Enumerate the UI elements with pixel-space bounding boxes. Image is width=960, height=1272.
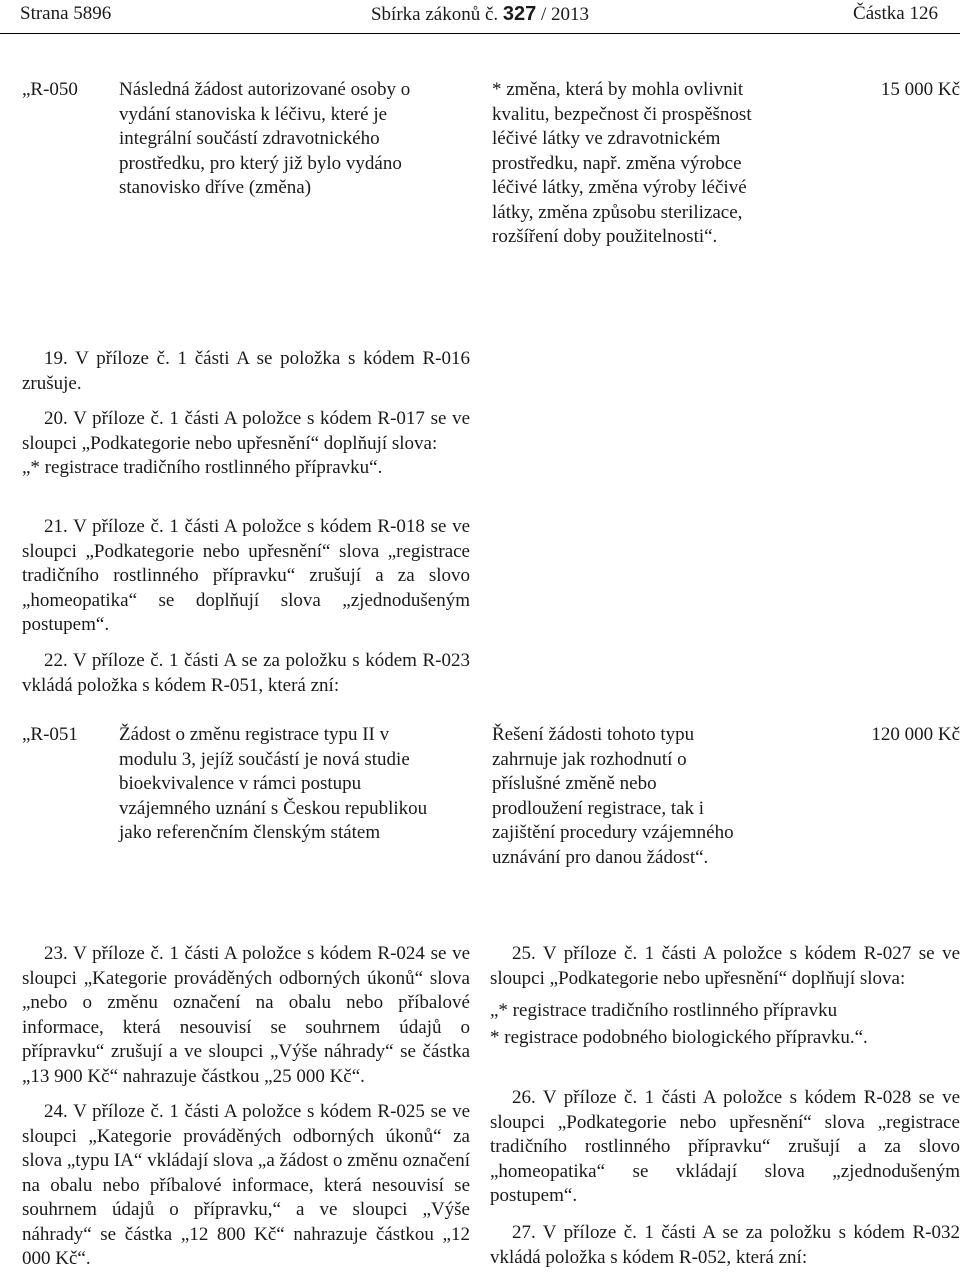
paragraph-25 <box>490 942 960 1050</box>
paragraph-25-quote-1: „* registrace tradičního rostlinného přípravku <box>490 1000 838 1021</box>
row-r051-code: „R-051 <box>22 724 78 745</box>
paragraph-20 <box>22 407 470 481</box>
row-r051-note: Řešení žádosti tohoto typu zahrnuje jak rozhodnutí o příslušné změně nebo prodloužení registrace, tak i zajištění procedury vzájemného uznávání pro danou žádost“. <box>492 724 734 868</box>
row-r050-code: „R-050 <box>22 79 78 100</box>
collection-prefix: Sbírka zákonů č. <box>370 4 499 25</box>
row-r050-name: Následná žádost autorizované osoby o vydání stanoviska k léčivu, které je integrální součástí zdravotnického prostředku, pro který již bylo vydáno stanovisko dříve (změna) <box>119 79 411 198</box>
issue-part: Částka 126 <box>853 3 938 24</box>
paragraph-19: 19. V příloze č. 1 části A se položka s kódem R-016 zrušuje. <box>22 348 470 394</box>
row-r050-note: * změna, která by mohla ovlivnit kvalitu, bezpečnost či prospěšnost léčivé látky ve zdravotnickém prostředku, např. změna výrobce léčivé látky, změna výroby léčivé látky, změna způsobu sterilizace, rozšíření doby použitelnosti“. <box>492 79 752 247</box>
paragraph-25-quote-2: * registrace podobného biologického přípravku.“. <box>490 1026 868 1048</box>
collection-year: / 2013 <box>541 4 590 25</box>
collection-title <box>0 3 960 26</box>
paragraph-24: 24. V příloze č. 1 části A položce s kódem R-025 se ve sloupci „Kategorie prováděných odborných úkonů“ za slova „typu IA“ vkládají slova „a žádost o změnu označení na obalu nebo příbalové informace, která nesouvisí se souhrnem údajů o přípravku,“ a ve sloupci „Výše náhrady“ se částka „12 800 Kč“ nahrazuje částkou „12 000 Kč“. <box>22 1101 470 1269</box>
page-header <box>0 0 960 34</box>
paragraph-25-text: 25. V příloze č. 1 části A položce s kódem R-027 se ve sloupci „Podkategorie nebo upřesnění“ doplňují slova: <box>490 943 960 989</box>
law-number: 327 <box>502 3 537 25</box>
row-r050-price: 15 000 Kč <box>880 79 960 100</box>
row-r051-name: Žádost o změnu registrace typu II v modulu 3, jejíž součástí je nová studie bioekvivalence v rámci postupu vzájemného uznání s Českou republikou jako referenčním členským státem <box>119 724 428 843</box>
paragraph-20-text: 20. V příloze č. 1 části A položce s kódem R-017 se ve sloupci „Podkategorie nebo upřesnění“ doplňují slova: <box>22 408 470 454</box>
paragraph-23: 23. V příloze č. 1 části A položce s kódem R-024 se ve sloupci „Kategorie prováděných odborných úkonů“ slova „nebo o změnu označení na obalu nebo příbalové informace, která nesouvisí se souhrnem údajů o přípravku“ zrušují a ve sloupci „Výše náhrady“ se částka „13 900 Kč“ nahrazuje částkou „25 000 Kč“. <box>22 943 470 1087</box>
paragraph-20-quote: „* registrace tradičního rostlinného přípravku“. <box>22 457 383 478</box>
paragraph-27: 27. V příloze č. 1 části A se za položku s kódem R-032 vkládá položka s kódem R-052, která zní: <box>490 1222 960 1268</box>
page-number: Strana 5896 <box>20 3 112 24</box>
paragraph-26: 26. V příloze č. 1 části A položce s kódem R-028 se ve sloupci „Podkategorie nebo upřesnění“ slova „registrace tradičního rostlinného přípravku“ zrušují a za slovo „homeopatika“ se vkládají slova „zjednodušeným postupem“. <box>490 1087 960 1206</box>
paragraph-22: 22. V příloze č. 1 části A se za položku s kódem R-023 vkládá položka s kódem R-051, která zní: <box>22 650 470 696</box>
header-divider <box>0 33 960 34</box>
paragraph-21: 21. V příloze č. 1 části A položce s kódem R-018 se ve sloupci „Podkategorie nebo upřesnění“ slova „registrace tradičního rostlinného přípravku“ zrušují a za slovo „homeopatika“ se doplňují slova „zjednodušeným postupem“. <box>22 516 470 635</box>
row-r051-price: 120 000 Kč <box>871 724 960 745</box>
